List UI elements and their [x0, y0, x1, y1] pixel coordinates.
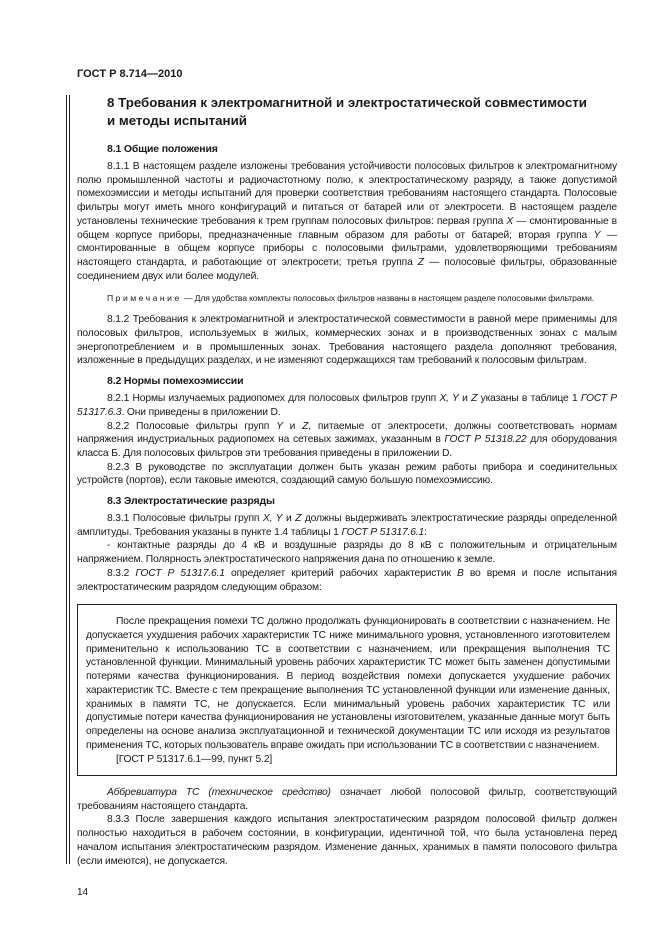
italic-text: Z: [302, 420, 309, 432]
text-run: указаны в таблице 1: [477, 393, 581, 405]
text-run: 8.2.3 В руководстве по эксплуатации должен быть указан режим работы прибора и соединительных устройств (портов), если таковые имеются, создающий самую большую помехоэмиссию.: [77, 461, 617, 487]
text-run: для оборудования класса Б. Для полосовых фильтров эти требования приведены в приложении D.: [77, 434, 617, 459]
text-run: . Они приведены в приложении D.: [121, 406, 281, 418]
paragraph: [77, 160, 617, 283]
text-run: во время и после испытания электростатическим разрядом следующим образом:: [77, 567, 617, 593]
paragraph: [77, 813, 617, 868]
change-margin-bar: [69, 95, 70, 864]
text-run: и: [282, 513, 296, 525]
paragraph: [77, 512, 617, 539]
italic-text: B: [456, 567, 464, 579]
section-title-line: и методы испытаний: [107, 113, 247, 128]
italic-text: ГОСТ Р 51317.6.3: [77, 393, 618, 418]
italic-text: Z: [471, 393, 478, 405]
text-run: , питаемые от электросети, должны соответствовать нормам напряжения индустриальных радиопомех на сетевых зажимах, указанным в: [77, 420, 617, 446]
text-run: 8.1.2 Требования к электромагнитной и электростатической совместимости в равной мере применимы для полосовых фильтров, используемых в жилых, коммерческих зонах и в производственных зонах с малым энергопотреблением и в промышленных зонах. Требования настоящего раздела дополняют требования, изложенные в предыдущих разделах, и не изменяют содержащихся там требований к полосовым фильтрам.: [77, 314, 617, 367]
text-run: 8.3.3 После завершения каждого испытания электростатическим разрядом полосовой фильтр должен полностью находиться в рабочем состоянии, в конфигурации, идентичной той, что была установлена перед началом испытания электростатическим разрядом. Изменение данных, хранимых в памяти полосового фильтра (если имеются), не допускается.: [77, 814, 617, 867]
italic-text: ГОСТ Р 51317.6.1: [135, 567, 225, 579]
note-text: — Для удобства комплекты полосовых фильтров названы в настоящем разделе полосовыми фильтрами.: [181, 293, 594, 304]
italic-text: X, Y: [262, 513, 283, 525]
italic-text: Z: [295, 513, 302, 525]
quote-text: [86, 615, 610, 752]
paragraph: [77, 420, 617, 461]
italic-text: Y: [593, 229, 601, 241]
italic-text: Y: [276, 420, 283, 432]
text-run: — смонтированные в общем корпусе приборы, предназначенные главным образом для работы от батарей; вторая группа: [77, 215, 617, 241]
paragraph: [77, 567, 617, 594]
note: [77, 292, 617, 304]
note-label: Примечание: [107, 293, 182, 304]
text-run: должны выдерживать электростатические разряды определенной амплитуды. Требования указаны в пункте 1.4 таблицы 1: [77, 513, 618, 538]
italic-text: X: [506, 215, 514, 227]
text-run: 8.2.2 Полосовые фильтры групп: [107, 420, 277, 432]
italic-text: ГОСТ Р 51317.6.1: [341, 526, 425, 538]
change-margin-bar: [66, 95, 67, 864]
paragraph: [77, 539, 617, 566]
paragraph: [77, 313, 617, 368]
section-title-line: 8 Требования к электромагнитной и электростатической совместимости: [107, 95, 587, 110]
subsection-title: 8.2 Нормы помехоэмиссии: [107, 375, 244, 388]
text-run: — смонтированные в общем корпусе приборы с полосовыми фильтрами, удовлетворяющими требованиям настоящего стандарта, и работающие от электросети; третья группа: [77, 229, 618, 268]
page-number: 14: [77, 887, 89, 899]
text-run: 8.3.1 Полосовые фильтры групп: [107, 513, 263, 525]
paragraph: [77, 461, 617, 488]
page-body: [77, 94, 617, 868]
text-run: 8.1.1 В настоящем разделе изложены требования устойчивости полосовых фильтров к электромагнитному полю промышленной частоты и радиочастотному полю, к электростатическому разряду, а также допустимой помехоэмиссии и методы испытаний для проверки соответствия требованиям настоящего стандарта. Полосовые фильтры могут иметь много конфигураций и питаться от батарей или от электросети. В настоящем разделе установлены технические требования к трем группам полосовых фильтров: первая группа: [77, 161, 617, 227]
paragraph: [77, 786, 617, 813]
text-run: означает любой полосовой фильтр, соответствующий требованиям настоящего стандарта.: [77, 787, 617, 812]
document-header: ГОСТ Р 8.714—2010: [77, 68, 183, 80]
text-run: После прекращения помехи ТС должно продолжать функционировать в соответствии с назначением. Не допускается ухудшения рабочих характеристик ТС ниже минимального уровня, установленного изготовителем применительно к использованию ТС в соответствии с назначением, или прекращения выполнения ТС установленной функции. Минимальный уровень рабочих характеристик ТС может быть заменен допустимыми потерями качества функционирования. В период воздействия помехи допускается ухудшение рабочих характеристик ТС. Вместе с тем прекращение выполнения ТС установленной функции или изменение данных, хранимых в памяти ТС, не допускается. Если минимальный уровень рабочих характеристик ТС или допустимые потери качества функционирования не установлены изготовителем, указанные данные могут быть определены на основе анализа эксплуатационной и технической документации ТС или исходя из результатов применения ТС, которых пользователь вправе ожидать при использовании ТС в соответствии с назначением.: [86, 616, 610, 751]
italic-text: Аббревиатура ТС (техническое средство): [107, 787, 331, 799]
text-run: — полосовые фильтры, образованные соединением двух или более модулей.: [77, 256, 617, 282]
quotation-box: [77, 604, 617, 776]
section-title: [107, 94, 617, 130]
text-run: определяет критерий рабочих характеристик: [224, 567, 457, 579]
text-run: 8.3.2: [107, 567, 136, 579]
subsection-title: 8.1 Общие положения: [107, 143, 218, 155]
text-run: и: [458, 393, 472, 405]
italic-text: Z: [417, 256, 424, 268]
italic-text: X, Y: [439, 393, 459, 405]
subsection-title: 8.3 Электростатические разряды: [107, 495, 275, 508]
quote-reference: [ГОСТ Р 51317.6.1—99, пункт 5.2]: [116, 754, 273, 766]
italic-text: ГОСТ Р 51318.22: [444, 434, 527, 446]
text-run: :: [424, 526, 427, 538]
text-run: - контактные разряды до 4 кВ и воздушные разряды до 8 кВ с положительным и отрицательным напряжением. Полярность электростатического напряжения дана по отношению к земле.: [77, 540, 617, 566]
paragraph: [77, 392, 617, 419]
text-run: и: [282, 420, 303, 432]
text-run: 8.2.1 Нормы излучаемых радиопомех для полосовых фильтров групп: [107, 393, 440, 405]
